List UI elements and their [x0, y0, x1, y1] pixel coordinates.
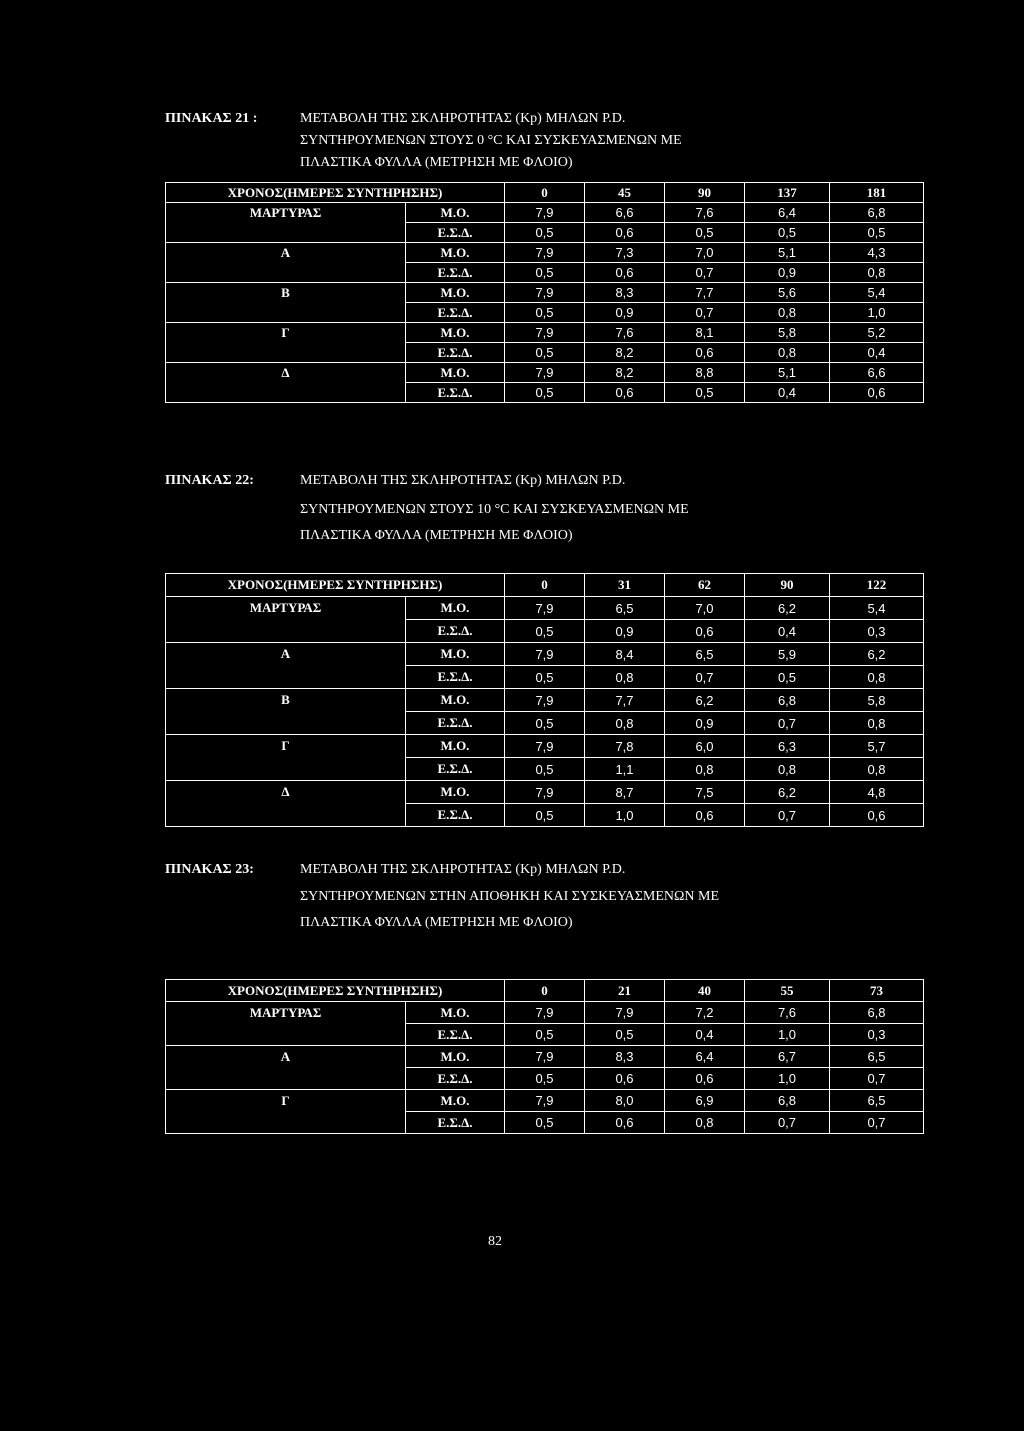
stat-cell: Ε.Σ.Δ. [406, 804, 505, 827]
value-cell: 7,9 [505, 1090, 585, 1112]
value-cell: 0,5 [585, 1024, 665, 1046]
value-cell: 6,2 [830, 643, 924, 666]
day-header: 90 [665, 183, 745, 203]
header-label: ΧΡΟΝΟΣ(ΗΜΕΡΕΣ ΣΥΝΤΗΡΗΣΗΣ) [166, 980, 505, 1002]
group-cell: Β [166, 689, 406, 712]
value-cell: 0,6 [585, 263, 665, 283]
value-cell: 0,5 [505, 758, 585, 781]
stat-cell: Ε.Σ.Δ. [406, 666, 505, 689]
table-row [166, 283, 924, 303]
stat-cell: Ε.Σ.Δ. [406, 303, 505, 323]
day-header: 31 [585, 574, 665, 597]
value-cell: 0,5 [830, 223, 924, 243]
value-cell: 5,9 [745, 643, 830, 666]
value-cell: 8,8 [665, 363, 745, 383]
table-row [166, 758, 924, 781]
value-cell: 7,9 [505, 363, 585, 383]
data-table [165, 182, 924, 403]
value-cell: 6,3 [745, 735, 830, 758]
value-cell: 0,7 [665, 263, 745, 283]
value-cell: 0,9 [585, 620, 665, 643]
value-cell: 0,9 [665, 712, 745, 735]
value-cell: 7,9 [505, 1046, 585, 1068]
value-cell: 0,5 [505, 383, 585, 403]
value-cell: 7,7 [665, 283, 745, 303]
value-cell: 5,4 [830, 597, 924, 620]
stat-cell: Ε.Σ.Δ. [406, 383, 505, 403]
day-header: 0 [505, 183, 585, 203]
value-cell: 0,3 [830, 1024, 924, 1046]
day-header: 0 [505, 574, 585, 597]
caption-line: ΣΥΝΤΗΡΟΥΜΕΝΩΝ ΣΤΟΥΣ 0 °C ΚΑΙ ΣΥΣΚΕΥΑΣΜΕΝΩΝ ΜΕ [300, 133, 682, 148]
value-cell: 7,9 [505, 283, 585, 303]
table-row [166, 323, 924, 343]
stat-cell: Ε.Σ.Δ. [406, 758, 505, 781]
stat-cell: Μ.Ο. [406, 1046, 505, 1068]
table-row [166, 620, 924, 643]
day-header: 90 [745, 574, 830, 597]
value-cell: 4,3 [830, 243, 924, 263]
stat-cell: Ε.Σ.Δ. [406, 620, 505, 643]
value-cell: 7,9 [505, 781, 585, 804]
value-cell: 6,8 [830, 203, 924, 223]
table-row [166, 263, 924, 283]
group-cell: Α [166, 243, 406, 263]
value-cell: 4,8 [830, 781, 924, 804]
group-cell: ΜΑΡΤΥΡΑΣ [166, 597, 406, 620]
stat-cell: Μ.Ο. [406, 1002, 505, 1024]
table-row [166, 343, 924, 363]
value-cell: 5,7 [830, 735, 924, 758]
value-cell: 1,0 [585, 804, 665, 827]
value-cell: 0,4 [830, 343, 924, 363]
group-cell: Δ [166, 781, 406, 804]
value-cell: 7,9 [505, 689, 585, 712]
value-cell: 0,5 [745, 223, 830, 243]
value-cell: 0,6 [585, 1112, 665, 1134]
value-cell: 7,9 [505, 323, 585, 343]
value-cell: 0,8 [830, 666, 924, 689]
value-cell: 7,7 [585, 689, 665, 712]
value-cell: 0,5 [665, 223, 745, 243]
value-cell: 0,4 [745, 620, 830, 643]
value-cell: 8,2 [585, 363, 665, 383]
value-cell: 0,3 [830, 620, 924, 643]
value-cell: 0,7 [665, 303, 745, 323]
value-cell: 7,2 [665, 1002, 745, 1024]
value-cell: 8,7 [585, 781, 665, 804]
value-cell: 7,8 [585, 735, 665, 758]
value-cell: 8,3 [585, 283, 665, 303]
value-cell: 5,6 [745, 283, 830, 303]
value-cell: 7,6 [745, 1002, 830, 1024]
value-cell: 7,0 [665, 243, 745, 263]
day-header: 122 [830, 574, 924, 597]
value-cell: 6,0 [665, 735, 745, 758]
group-cell: ΜΑΡΤΥΡΑΣ [166, 1002, 406, 1024]
value-cell: 0,5 [665, 383, 745, 403]
stat-cell: Μ.Ο. [406, 597, 505, 620]
value-cell: 5,1 [745, 363, 830, 383]
value-cell: 0,5 [505, 1024, 585, 1046]
value-cell: 6,5 [830, 1046, 924, 1068]
caption-line: ΠΛΑΣΤΙΚΑ ΦΥΛΛΑ (ΜΕΤΡΗΣΗ ΜΕ ΦΛΟΙΟ) [300, 915, 573, 930]
value-cell: 0,8 [745, 303, 830, 323]
value-cell: 0,8 [745, 758, 830, 781]
value-cell: 5,1 [745, 243, 830, 263]
table-row [166, 712, 924, 735]
group-cell: Β [166, 283, 406, 303]
value-cell: 0,7 [830, 1112, 924, 1134]
value-cell: 0,5 [505, 1112, 585, 1134]
value-cell: 0,5 [505, 1068, 585, 1090]
value-cell: 0,7 [830, 1068, 924, 1090]
header-row [166, 183, 924, 203]
table-row [166, 363, 924, 383]
stat-cell: Μ.Ο. [406, 363, 505, 383]
value-cell: 0,6 [665, 804, 745, 827]
group-cell [166, 1112, 406, 1134]
value-cell: 0,8 [830, 758, 924, 781]
value-cell: 0,7 [665, 666, 745, 689]
value-cell: 8,4 [585, 643, 665, 666]
day-header: 62 [665, 574, 745, 597]
value-cell: 0,5 [505, 223, 585, 243]
value-cell: 6,5 [665, 643, 745, 666]
stat-cell: Ε.Σ.Δ. [406, 263, 505, 283]
value-cell: 7,9 [505, 643, 585, 666]
value-cell: 0,6 [665, 343, 745, 363]
caption-line: ΜΕΤΑΒΟΛΗ ΤΗΣ ΣΚΛΗΡΟΤΗΤΑΣ (Kp) ΜΗΛΩΝ P.D. [300, 862, 626, 877]
table-row [166, 303, 924, 323]
value-cell: 0,5 [505, 343, 585, 363]
value-cell: 6,8 [745, 1090, 830, 1112]
caption-line: ΣΥΝΤΗΡΟΥΜΕΝΩΝ ΣΤΟΥΣ 10 °C ΚΑΙ ΣΥΣΚΕΥΑΣΜΕΝΩΝ ΜΕ [300, 502, 689, 517]
table-row [166, 781, 924, 804]
group-cell: Α [166, 1046, 406, 1068]
table-row [166, 689, 924, 712]
stat-cell: Ε.Σ.Δ. [406, 712, 505, 735]
value-cell: 8,2 [585, 343, 665, 363]
day-header: 55 [745, 980, 830, 1002]
group-cell [166, 1068, 406, 1090]
value-cell: 0,8 [585, 666, 665, 689]
group-cell [166, 1024, 406, 1046]
value-cell: 0,6 [830, 804, 924, 827]
value-cell: 0,5 [505, 804, 585, 827]
value-cell: 8,0 [585, 1090, 665, 1112]
value-cell: 6,5 [830, 1090, 924, 1112]
table-row [166, 1068, 924, 1090]
group-cell [166, 343, 406, 363]
value-cell: 0,5 [505, 620, 585, 643]
stat-cell: Ε.Σ.Δ. [406, 343, 505, 363]
value-cell: 0,5 [505, 712, 585, 735]
value-cell: 6,6 [585, 203, 665, 223]
value-cell: 0,5 [745, 666, 830, 689]
caption-line: ΣΥΝΤΗΡΟΥΜΕΝΩΝ ΣΤΗΝ ΑΠΟΘΗΚΗ ΚΑΙ ΣΥΣΚΕΥΑΣΜΕΝΩΝ ΜΕ [300, 889, 720, 904]
group-cell: Δ [166, 363, 406, 383]
table-row [166, 1002, 924, 1024]
table-row [166, 1046, 924, 1068]
value-cell: 6,2 [745, 781, 830, 804]
group-cell: Γ [166, 1090, 406, 1112]
stat-cell: Μ.Ο. [406, 1090, 505, 1112]
value-cell: 7,5 [665, 781, 745, 804]
day-header: 45 [585, 183, 665, 203]
value-cell: 0,5 [505, 303, 585, 323]
value-cell: 0,8 [745, 343, 830, 363]
value-cell: 0,4 [665, 1024, 745, 1046]
group-cell [166, 263, 406, 283]
stat-cell: Μ.Ο. [406, 323, 505, 343]
stat-cell: Ε.Σ.Δ. [406, 223, 505, 243]
table-label: ΠΙΝΑΚΑΣ 22: [165, 473, 254, 488]
value-cell: 0,8 [830, 263, 924, 283]
value-cell: 0,6 [585, 223, 665, 243]
table-row [166, 243, 924, 263]
group-cell: Γ [166, 735, 406, 758]
value-cell: 0,6 [665, 620, 745, 643]
value-cell: 1,0 [745, 1024, 830, 1046]
day-header: 21 [585, 980, 665, 1002]
value-cell: 7,3 [585, 243, 665, 263]
page-number: 82 [488, 1234, 502, 1249]
stat-cell: Μ.Ο. [406, 283, 505, 303]
caption-line: ΠΛΑΣΤΙΚΑ ΦΥΛΛΑ (ΜΕΤΡΗΣΗ ΜΕ ΦΛΟΙΟ) [300, 155, 573, 170]
value-cell: 8,1 [665, 323, 745, 343]
table-label: ΠΙΝΑΚΑΣ 23: [165, 862, 254, 877]
value-cell: 5,4 [830, 283, 924, 303]
value-cell: 5,8 [830, 689, 924, 712]
day-header: 0 [505, 980, 585, 1002]
value-cell: 6,6 [830, 363, 924, 383]
caption-line: ΠΛΑΣΤΙΚΑ ΦΥΛΛΑ (ΜΕΤΡΗΣΗ ΜΕ ΦΛΟΙΟ) [300, 528, 573, 543]
value-cell: 7,9 [505, 243, 585, 263]
stat-cell: Μ.Ο. [406, 735, 505, 758]
value-cell: 7,9 [585, 1002, 665, 1024]
value-cell: 6,5 [585, 597, 665, 620]
table-row [166, 666, 924, 689]
value-cell: 7,9 [505, 735, 585, 758]
value-cell: 6,4 [665, 1046, 745, 1068]
group-cell [166, 804, 406, 827]
header-label: ΧΡΟΝΟΣ(ΗΜΕΡΕΣ ΣΥΝΤΗΡΗΣΗΣ) [166, 183, 505, 203]
group-cell [166, 223, 406, 243]
table-row [166, 383, 924, 403]
value-cell: 1,1 [585, 758, 665, 781]
value-cell: 6,7 [745, 1046, 830, 1068]
value-cell: 6,4 [745, 203, 830, 223]
stat-cell: Ε.Σ.Δ. [406, 1112, 505, 1134]
group-cell [166, 666, 406, 689]
table-row [166, 597, 924, 620]
value-cell: 7,0 [665, 597, 745, 620]
stat-cell: Μ.Ο. [406, 243, 505, 263]
table-row [166, 804, 924, 827]
header-row [166, 980, 924, 1002]
stat-cell: Μ.Ο. [406, 781, 505, 804]
value-cell: 5,2 [830, 323, 924, 343]
value-cell: 6,8 [830, 1002, 924, 1024]
day-header: 73 [830, 980, 924, 1002]
table-label: ΠΙΝΑΚΑΣ 21 : [165, 111, 258, 126]
table-row [166, 1024, 924, 1046]
value-cell: 0,8 [585, 712, 665, 735]
stat-cell: Ε.Σ.Δ. [406, 1024, 505, 1046]
table-row [166, 643, 924, 666]
value-cell: 6,9 [665, 1090, 745, 1112]
value-cell: 1,0 [745, 1068, 830, 1090]
value-cell: 1,0 [830, 303, 924, 323]
value-cell: 0,6 [830, 383, 924, 403]
group-cell [166, 712, 406, 735]
group-cell: ΜΑΡΤΥΡΑΣ [166, 203, 406, 223]
group-cell [166, 383, 406, 403]
table-row [166, 1112, 924, 1134]
table-row [166, 1090, 924, 1112]
group-cell: Α [166, 643, 406, 666]
value-cell: 0,8 [665, 1112, 745, 1134]
day-header: 181 [830, 183, 924, 203]
header-label: ΧΡΟΝΟΣ(ΗΜΕΡΕΣ ΣΥΝΤΗΡΗΣΗΣ) [166, 574, 505, 597]
value-cell: 0,6 [585, 383, 665, 403]
group-cell [166, 303, 406, 323]
value-cell: 7,9 [505, 1002, 585, 1024]
day-header: 137 [745, 183, 830, 203]
value-cell: 0,4 [745, 383, 830, 403]
stat-cell: Μ.Ο. [406, 689, 505, 712]
value-cell: 0,6 [665, 1068, 745, 1090]
stat-cell: Ε.Σ.Δ. [406, 1068, 505, 1090]
value-cell: 0,9 [585, 303, 665, 323]
caption-line: ΜΕΤΑΒΟΛΗ ΤΗΣ ΣΚΛΗΡΟΤΗΤΑΣ (Kp) ΜΗΛΩΝ P.D. [300, 473, 626, 488]
value-cell: 7,6 [665, 203, 745, 223]
value-cell: 0,7 [745, 1112, 830, 1134]
table-row [166, 223, 924, 243]
value-cell: 0,6 [585, 1068, 665, 1090]
value-cell: 6,8 [745, 689, 830, 712]
table-row [166, 203, 924, 223]
value-cell: 6,2 [745, 597, 830, 620]
value-cell: 7,9 [505, 597, 585, 620]
value-cell: 0,5 [505, 666, 585, 689]
day-header: 40 [665, 980, 745, 1002]
data-table [165, 573, 924, 827]
value-cell: 5,8 [745, 323, 830, 343]
value-cell: 8,3 [585, 1046, 665, 1068]
group-cell [166, 758, 406, 781]
value-cell: 0,7 [745, 804, 830, 827]
value-cell: 0,9 [745, 263, 830, 283]
value-cell: 7,9 [505, 203, 585, 223]
value-cell: 6,2 [665, 689, 745, 712]
stat-cell: Μ.Ο. [406, 203, 505, 223]
stat-cell: Μ.Ο. [406, 643, 505, 666]
value-cell: 0,8 [830, 712, 924, 735]
value-cell: 0,8 [665, 758, 745, 781]
data-table [165, 979, 924, 1134]
table-row [166, 735, 924, 758]
group-cell [166, 620, 406, 643]
value-cell: 0,5 [505, 263, 585, 283]
value-cell: 7,6 [585, 323, 665, 343]
header-row [166, 574, 924, 597]
value-cell: 0,7 [745, 712, 830, 735]
group-cell: Γ [166, 323, 406, 343]
caption-line: ΜΕΤΑΒΟΛΗ ΤΗΣ ΣΚΛΗΡΟΤΗΤΑΣ (Kp) ΜΗΛΩΝ P.D. [300, 111, 626, 126]
